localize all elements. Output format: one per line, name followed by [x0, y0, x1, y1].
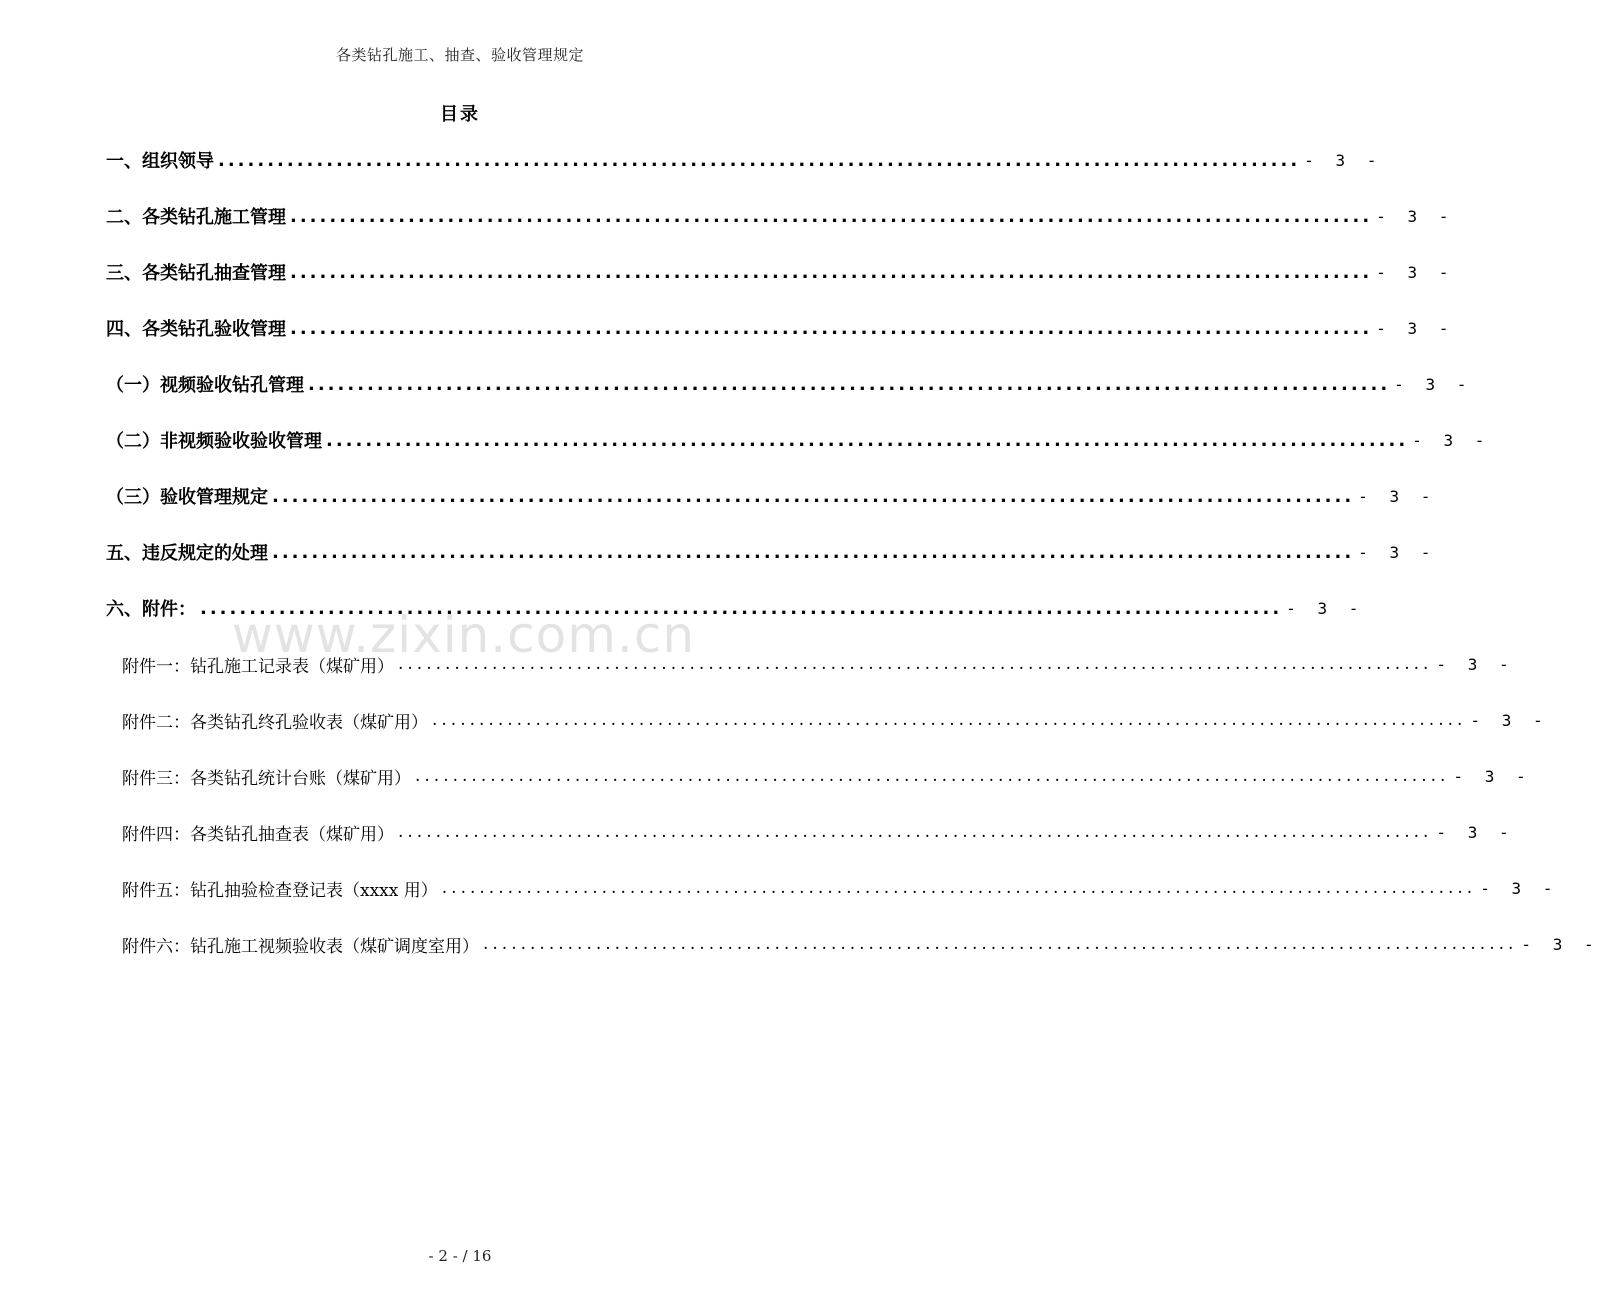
toc-entry-page: - 3 - [1286, 598, 1365, 618]
toc-entry-page: - 3 - [1412, 430, 1491, 450]
toc-entry-page: - 3 - [1304, 150, 1383, 170]
toc-entry-label: 组织领导 [142, 151, 214, 172]
dot-leader: .............................................................................................................. [398, 822, 1433, 842]
toc-entry-page: - 3 - [1521, 934, 1600, 954]
toc-entry-page: - 3 - [1358, 486, 1437, 506]
toc-entry-label: 各类钻孔验收管理 [142, 319, 286, 340]
toc-entry-label: 各类钻孔抽查管理 [142, 263, 286, 284]
dot-leader: .............................................................................................................. [272, 541, 1355, 563]
page-header: 各类钻孔施工、抽查、验收管理规定 [335, 46, 584, 64]
toc-entry[interactable] [106, 315, 1455, 341]
toc-entry-page: - 3 - [1394, 374, 1473, 394]
toc-entry[interactable] [122, 931, 1600, 957]
toc-entry-page: - 3 - [1358, 542, 1437, 562]
watermark: www.zixin.com.cn [232, 606, 696, 664]
dot-leader: .............................................................................................................. [218, 149, 1301, 171]
toc-entry-label: 附件五：钻孔抽验检查登记表（xxxx 用） [122, 880, 438, 901]
toc-entry-number: 二、 [106, 207, 142, 228]
dot-leader: .............................................................................................................. [326, 429, 1409, 451]
toc-entry[interactable] [106, 483, 1437, 509]
toc-entry[interactable] [122, 875, 1559, 901]
toc-entry-label: 附件四：各类钻孔抽查表（煤矿用） [122, 824, 394, 845]
toc-entry[interactable] [106, 427, 1491, 453]
dot-leader: .............................................................................................................. [441, 878, 1477, 898]
dot-leader: .............................................................................................................. [290, 261, 1373, 283]
dot-leader: .............................................................................................................. [290, 205, 1373, 227]
toc-entry[interactable] [122, 819, 1515, 845]
toc-entry-page: - 3 - [1376, 262, 1455, 282]
dot-leader: .............................................................................................................. [308, 373, 1391, 395]
toc-entry-label: 附件一：钻孔施工记录表（煤矿用） [122, 656, 394, 677]
toc-entry[interactable] [106, 147, 1383, 173]
toc-entry-number: 四、 [106, 319, 142, 340]
toc-entry[interactable] [106, 203, 1455, 229]
toc-entry-label: 各类钻孔施工管理 [142, 207, 286, 228]
toc-entry-label: 附件： [142, 599, 196, 620]
page-footer: - 2 - / 16 [428, 1247, 492, 1265]
toc-entry-page: - 3 - [1470, 710, 1549, 730]
toc-entry[interactable] [106, 259, 1455, 285]
toc-entry-label: 违反规定的处理 [142, 543, 268, 564]
dot-leader: .............................................................................................................. [398, 654, 1433, 674]
dot-leader: .............................................................................................................. [290, 317, 1373, 339]
toc-entry-page: - 3 - [1453, 766, 1532, 786]
toc-entry-label: 附件三：各类钻孔统计台账（煤矿用） [122, 768, 411, 789]
toc-entry[interactable] [122, 707, 1549, 733]
toc-entry-label: （一）视频验收钻孔管理 [106, 375, 304, 396]
toc-entry[interactable] [106, 371, 1473, 397]
toc-entry-number: 六、 [106, 599, 142, 620]
toc-title: 目录 [440, 104, 480, 125]
toc-entry-page: - 3 - [1436, 654, 1515, 674]
toc-entry-label: 附件二：各类钻孔终孔验收表（煤矿用） [122, 712, 428, 733]
toc-entry-number: 五、 [106, 543, 142, 564]
dot-leader: .............................................................................................................. [272, 485, 1355, 507]
toc-entry-number: 三、 [106, 263, 142, 284]
toc-entry-label: 附件六：钻孔施工视频验收表（煤矿调度室用） [122, 936, 479, 957]
dot-leader: .............................................................................................................. [200, 597, 1283, 619]
dot-leader: .............................................................................................................. [483, 934, 1518, 954]
dot-leader: .............................................................................................................. [432, 710, 1467, 730]
toc-entry-page: - 3 - [1436, 822, 1515, 842]
toc-entry-page: - 3 - [1376, 206, 1455, 226]
toc-entry-number: 一、 [106, 151, 142, 172]
toc-entry-label: （三）验收管理规定 [106, 487, 268, 508]
dot-leader: .............................................................................................................. [415, 766, 1450, 786]
toc-entry-page: - 3 - [1376, 318, 1455, 338]
toc-entry-label: （二）非视频验收验收管理 [106, 431, 322, 452]
toc-entry[interactable] [122, 763, 1532, 789]
toc-entry-page: - 3 - [1480, 878, 1559, 898]
toc-entry[interactable] [106, 539, 1437, 565]
